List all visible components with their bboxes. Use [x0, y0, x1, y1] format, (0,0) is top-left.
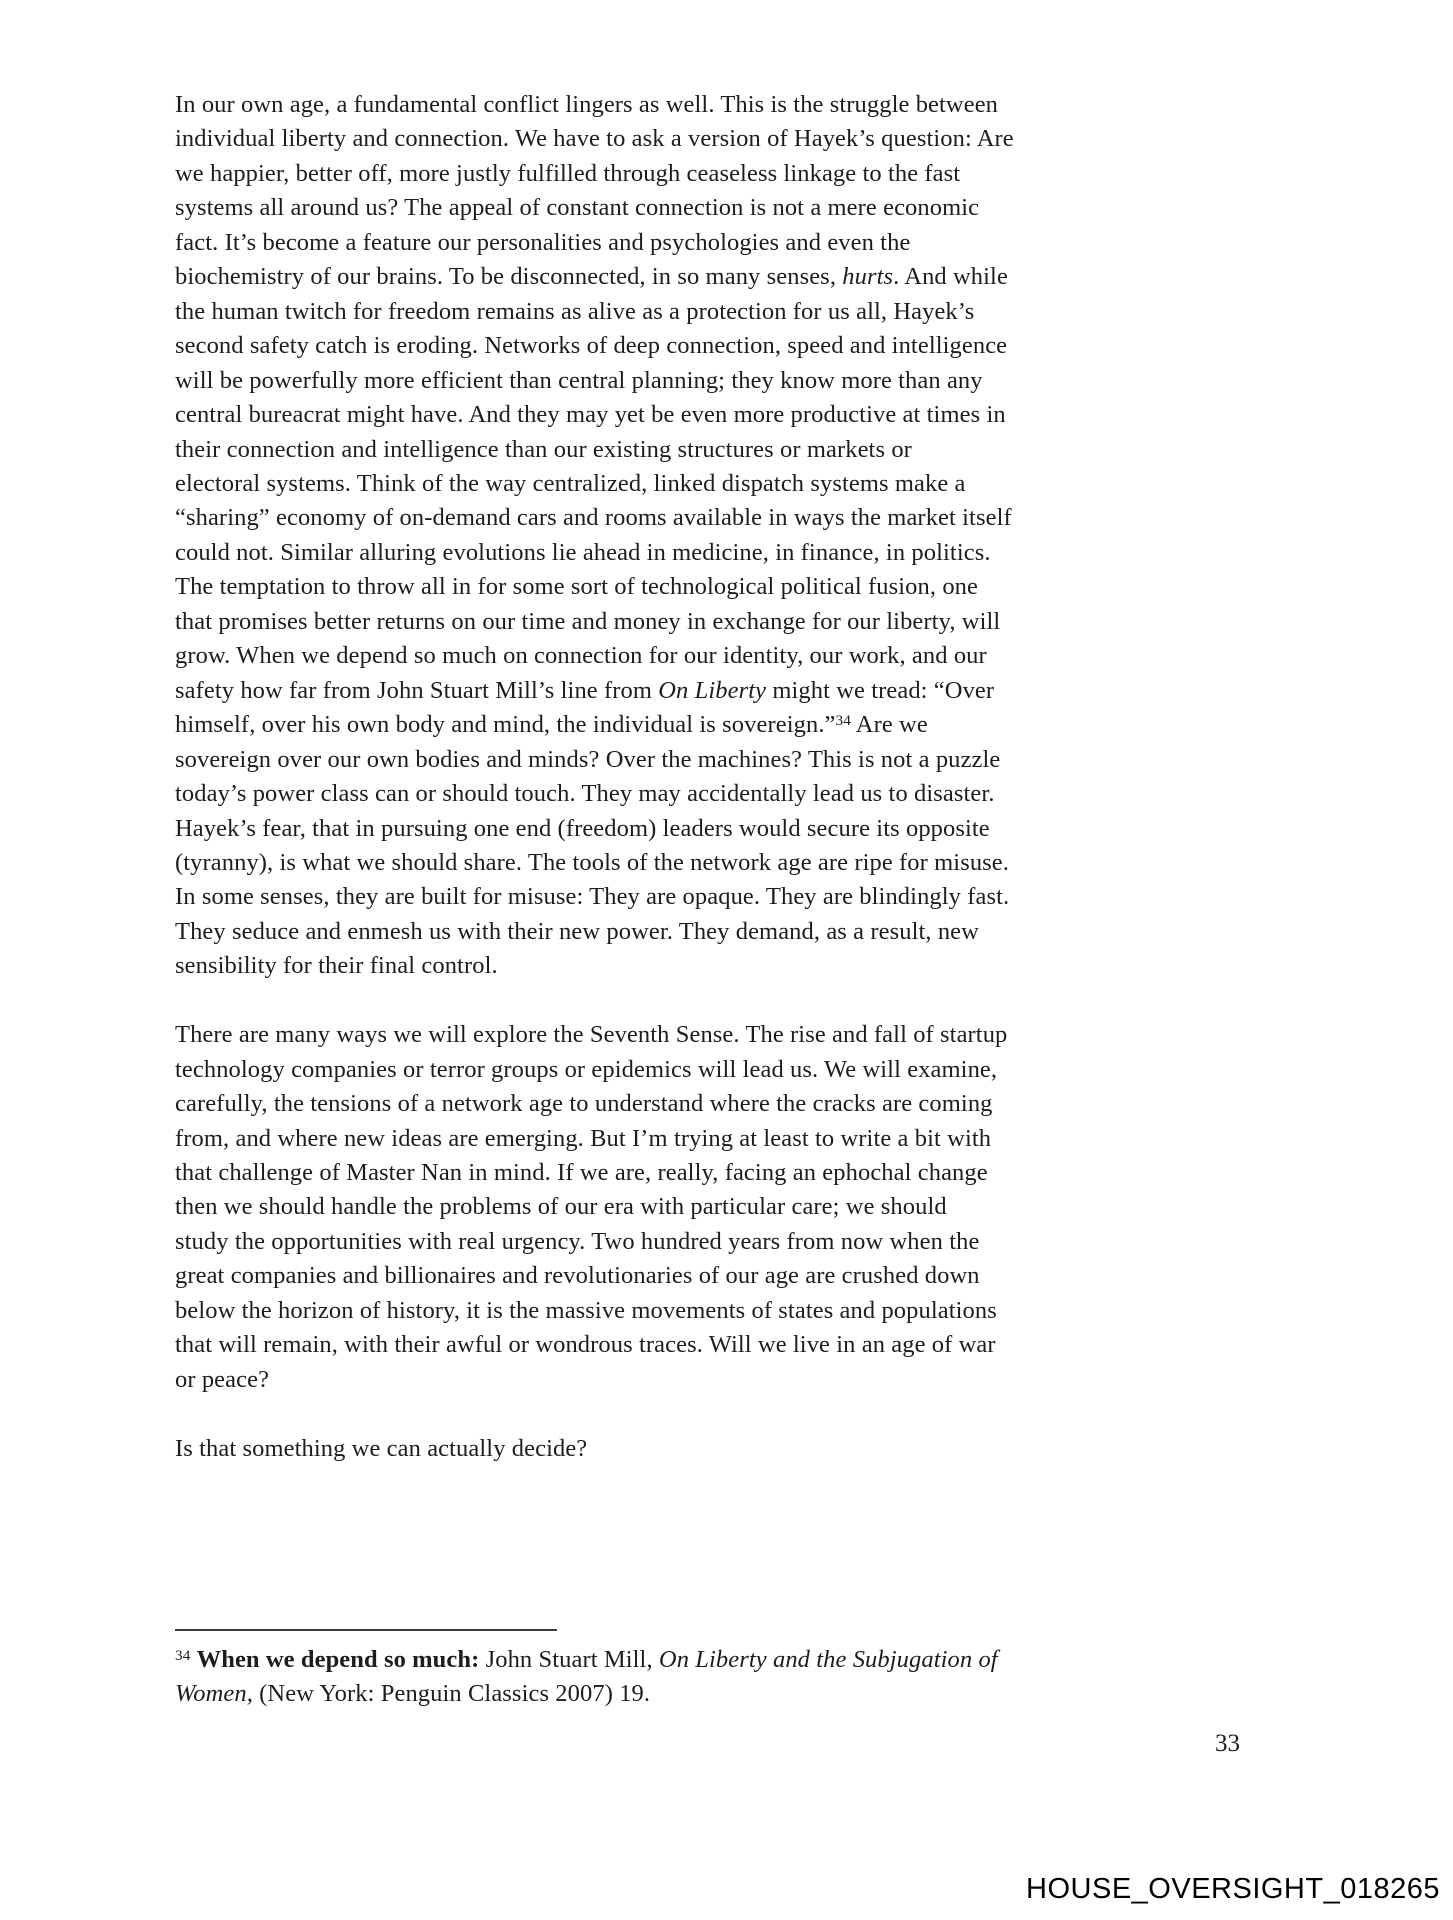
- paragraph-3: [175, 1432, 1075, 1466]
- text-line: “sharing” economy of on-demand cars and rooms available in ways the market itself: [175, 504, 1012, 532]
- text-line: individual liberty and connection. We have to ask a version of Hayek’s question: Are: [175, 125, 1014, 153]
- paragraph-1: [175, 88, 1075, 984]
- text-line: fact. It’s become a feature our personalities and psychologies and even the: [175, 228, 911, 256]
- text-line: we happier, better off, more justly fulfilled through ceaseless linkage to the fast: [175, 159, 961, 187]
- text-line: from, and where new ideas are emerging. But I’m trying at least to write a bit with: [175, 1124, 992, 1152]
- footnote: [175, 1643, 1075, 1712]
- text-line: Women, (New York: Penguin Classics 2007) 19.: [175, 1680, 651, 1708]
- text-line: the human twitch for freedom remains as alive as a protection for us all, Hayek’s: [175, 297, 975, 325]
- text-line: their connection and intelligence than our existing structures or markets or: [175, 435, 912, 463]
- text-line: or peace?: [175, 1365, 270, 1393]
- body-text: [175, 88, 1075, 1466]
- text-line: sensibility for their final control.: [175, 952, 498, 980]
- text-line: carefully, the tensions of a network age to understand where the cracks are coming: [175, 1090, 993, 1118]
- footnote-separator: [175, 1629, 557, 1631]
- text-line: second safety catch is eroding. Networks of deep connection, speed and intelligence: [175, 332, 1008, 360]
- text-line: could not. Similar alluring evolutions lie ahead in medicine, in finance, in politics.: [175, 538, 991, 566]
- text-line: $^{34}$ When we depend so much: John Stuart Mill, On Liberty and the Subjugation of: [175, 1646, 998, 1673]
- text-line: today’s power class can or should touch. They may accidentally lead us to disaster.: [175, 780, 995, 808]
- text-line: In our own age, a fundamental conflict lingers as well. This is the struggle between: [175, 91, 999, 118]
- text-line: below the horizon of history, it is the massive movements of states and populations: [175, 1296, 997, 1324]
- bates-stamp: HOUSE_OVERSIGHT_018265: [1026, 1873, 1440, 1905]
- text-line: great companies and billionaires and revolutionaries of our age are crushed down: [175, 1262, 980, 1290]
- text-line: then we should handle the problems of our era with particular care; we should: [175, 1193, 947, 1221]
- paragraph-2: [175, 1018, 1075, 1397]
- text-line: safety how far from John Stuart Mill’s line from On Liberty might we tread: “Over: [175, 676, 995, 704]
- text-line: central bureacrat might have. And they may yet be even more productive at times in: [175, 401, 1006, 429]
- text-line: that challenge of Master Nan in mind. If we are, really, facing an ephochal change: [175, 1159, 988, 1187]
- text-line: sovereign over our own bodies and minds? Over the machines? This is not a puzzle: [175, 745, 1001, 773]
- footnote-reference: 34: [835, 712, 851, 730]
- footnote-reference: 34: [175, 1647, 191, 1665]
- text-line: biochemistry of our brains. To be disconnected, in so many senses, hurts. And while: [175, 263, 1008, 291]
- text-line: In some senses, they are built for misuse: They are opaque. They are blindingly fast.: [175, 883, 1010, 911]
- text-line: himself, over his own body and mind, the individual is sovereign.”$^{34}$ Are we: [175, 711, 928, 739]
- text-line: (tyranny), is what we should share. The tools of the network age are ripe for misuse.: [175, 848, 1010, 876]
- text-line: technology companies or terror groups or epidemics will lead us. We will examine,: [175, 1055, 998, 1083]
- text-line: study the opportunities with real urgency. Two hundred years from now when the: [175, 1227, 980, 1255]
- text-line: Hayek’s fear, that in pursuing one end (freedom) leaders would secure its opposite: [175, 814, 990, 842]
- text-line: that will remain, with their awful or wondrous traces. Will we live in an age of war: [175, 1331, 996, 1359]
- text-line: that promises better returns on our time and money in exchange for our liberty, will: [175, 607, 1001, 635]
- text-line: electoral systems. Think of the way centralized, linked dispatch systems make a: [175, 469, 966, 497]
- text-line: grow. When we depend so much on connection for our identity, our work, and our: [175, 642, 987, 670]
- text-line: They seduce and enmesh us with their new power. They demand, as a result, new: [175, 917, 979, 945]
- page-number: 33: [1215, 1730, 1240, 1757]
- text-line: Is that something we can actually decide?: [175, 1434, 588, 1462]
- text-line: There are many ways we will explore the Seventh Sense. The rise and fall of startup: [175, 1021, 1008, 1049]
- text-line: systems all around us? The appeal of constant connection is not a mere economic: [175, 194, 980, 222]
- text-line: The temptation to throw all in for some sort of technological political fusion, one: [175, 573, 979, 601]
- text-line: will be powerfully more efficient than central planning; they know more than any: [175, 366, 983, 394]
